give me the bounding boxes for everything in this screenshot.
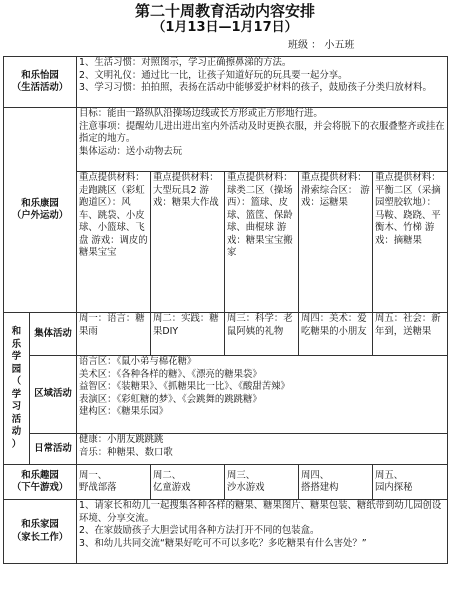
group-activity-cell: 周三：科学：老鼠阿姨的礼物 — [225, 313, 299, 356]
area-item: 益智区：《装糖果》、《抓糖果比一比》、《酸甜苦辣》 — [79, 381, 290, 392]
life-item: 2、文明礼仪：通过比一比，让孩子知道好玩的玩具要一起分享。 — [79, 69, 348, 81]
zone-cell: 重点提供材料：大型玩具2 游戏：糖果大作战 — [151, 172, 225, 313]
area-item: 美术区：《各种各样的糖》、《漂亮的糖果袋》 — [79, 368, 262, 380]
fun-cell: 周三、 沙水游戏 — [225, 465, 299, 500]
area-item: 建构区：《糖果乐园》 — [79, 406, 169, 417]
life-content — [77, 57, 448, 108]
daily-activity-row — [4, 434, 448, 465]
home-item: 1、请家长和幼儿一起搜集各种各样的糖果、糖果图片、糖果包装、糖纸带到幼儿园创设环境、分享交流。 — [79, 500, 442, 524]
home-content — [77, 500, 448, 564]
fun-section-label: 和乐趣园 （下午游戏） — [4, 465, 77, 500]
group-activity-cell: 周五：社会：新年到，送糖果 — [373, 313, 448, 356]
life-row — [4, 57, 448, 108]
home-section-label: 和乐家园 （家长工作） — [4, 500, 77, 564]
fun-row — [4, 465, 448, 500]
schedule-table — [3, 56, 448, 564]
learning-section-label: 和 乐 学 园 （ 学 习 活 动 ） — [4, 313, 30, 465]
class-label: 班级 ： 小五班 — [288, 40, 355, 51]
group-activity-cell: 周四：美术：爱吃糖果的小朋友 — [299, 313, 373, 356]
life-item: 1、生活习惯：对照图示，学习正确擦鼻涕的方法。 — [79, 57, 292, 68]
date-range: （1月13日—1月17日） — [152, 20, 298, 35]
group-activity-label: 集体活动 — [30, 313, 77, 356]
zone-cell: 重点提供材料：走跑跳区（彩虹跑道区）：风车、跳袋、小皮球、小篮球、飞盘 游戏：调皮的糖果宝宝 — [77, 172, 151, 313]
zone-cell: 重点提供材料：球类二区（操场西）：篮球、皮球、篮筐、保龄球、曲棍球 游戏：糖果宝宝搬家 — [225, 172, 299, 313]
group-activity-cell: 周二：实践：糖果DIY — [151, 313, 225, 356]
life-section-label: 和乐怡园 （生活活动） — [4, 57, 77, 108]
area-activity-label: 区域活动 — [30, 356, 77, 434]
daily-item: 音乐：种糖果、数口歌 — [79, 446, 173, 458]
fun-cell: 周二、 亿童游戏 — [151, 465, 225, 500]
area-activity-content — [77, 356, 448, 434]
daily-activity-label: 日常活动 — [30, 434, 77, 465]
health-note: 注意事项：提醒幼儿进出进出室内外活动及时更换衣服，并会将脱下的衣服叠整齐或挂在指定的地方。 — [79, 120, 445, 144]
health-section-label: 和乐康园 （户外运动） — [4, 108, 77, 313]
fun-cell: 周五、 园内探秘 — [373, 465, 448, 500]
health-group: 集体运动：送小动物去玩 — [79, 145, 183, 157]
home-item: 3、和幼儿共同交流“糖果好吃可不可以多吃？多吃糖果有什么害处？” — [79, 537, 367, 549]
area-item: 语言区：《鼠小弟与棉花糖》 — [79, 356, 197, 367]
group-activity-cell: 周一：语言：糖果雨 — [77, 313, 151, 356]
fun-cell: 周一、 野战部落 — [77, 465, 151, 500]
daily-item: 健康：小朋友跳跳跳 — [79, 434, 164, 445]
home-item: 2、在家鼓励孩子大胆尝试用各种方法打开不同的包装盒。 — [79, 525, 320, 536]
health-notes — [77, 108, 448, 172]
group-activity-row — [4, 313, 448, 356]
zone-cell: 重点提供材料：平衡二区（采摘园塑胶软地）：马鞍、跷跷、平衡木、竹梯 游戏：摘糖果 — [373, 172, 448, 313]
fun-cell: 周四、 搭搭建构 — [299, 465, 373, 500]
zone-cell: 重点提供材料：滑索综合区： 游戏：运糖果 — [299, 172, 373, 313]
area-item: 表演区：《彩虹糖的梦》、《会跳舞的跳跳糖》 — [79, 393, 262, 405]
area-activity-row — [4, 356, 448, 434]
life-item: 3、学习习惯：拍拍照，表扬在活动中能够爱护材料的孩子，鼓励孩子分类归放材料。 — [79, 82, 432, 93]
page-title: 第二十周教育活动内容安排 — [134, 2, 315, 20]
home-row — [4, 500, 448, 564]
daily-activity-content — [77, 434, 448, 465]
health-goal: 目标：能由一路纵队沿操场边线或长方形或正方形地行进。 — [79, 108, 323, 119]
health-notes-row — [4, 108, 448, 172]
